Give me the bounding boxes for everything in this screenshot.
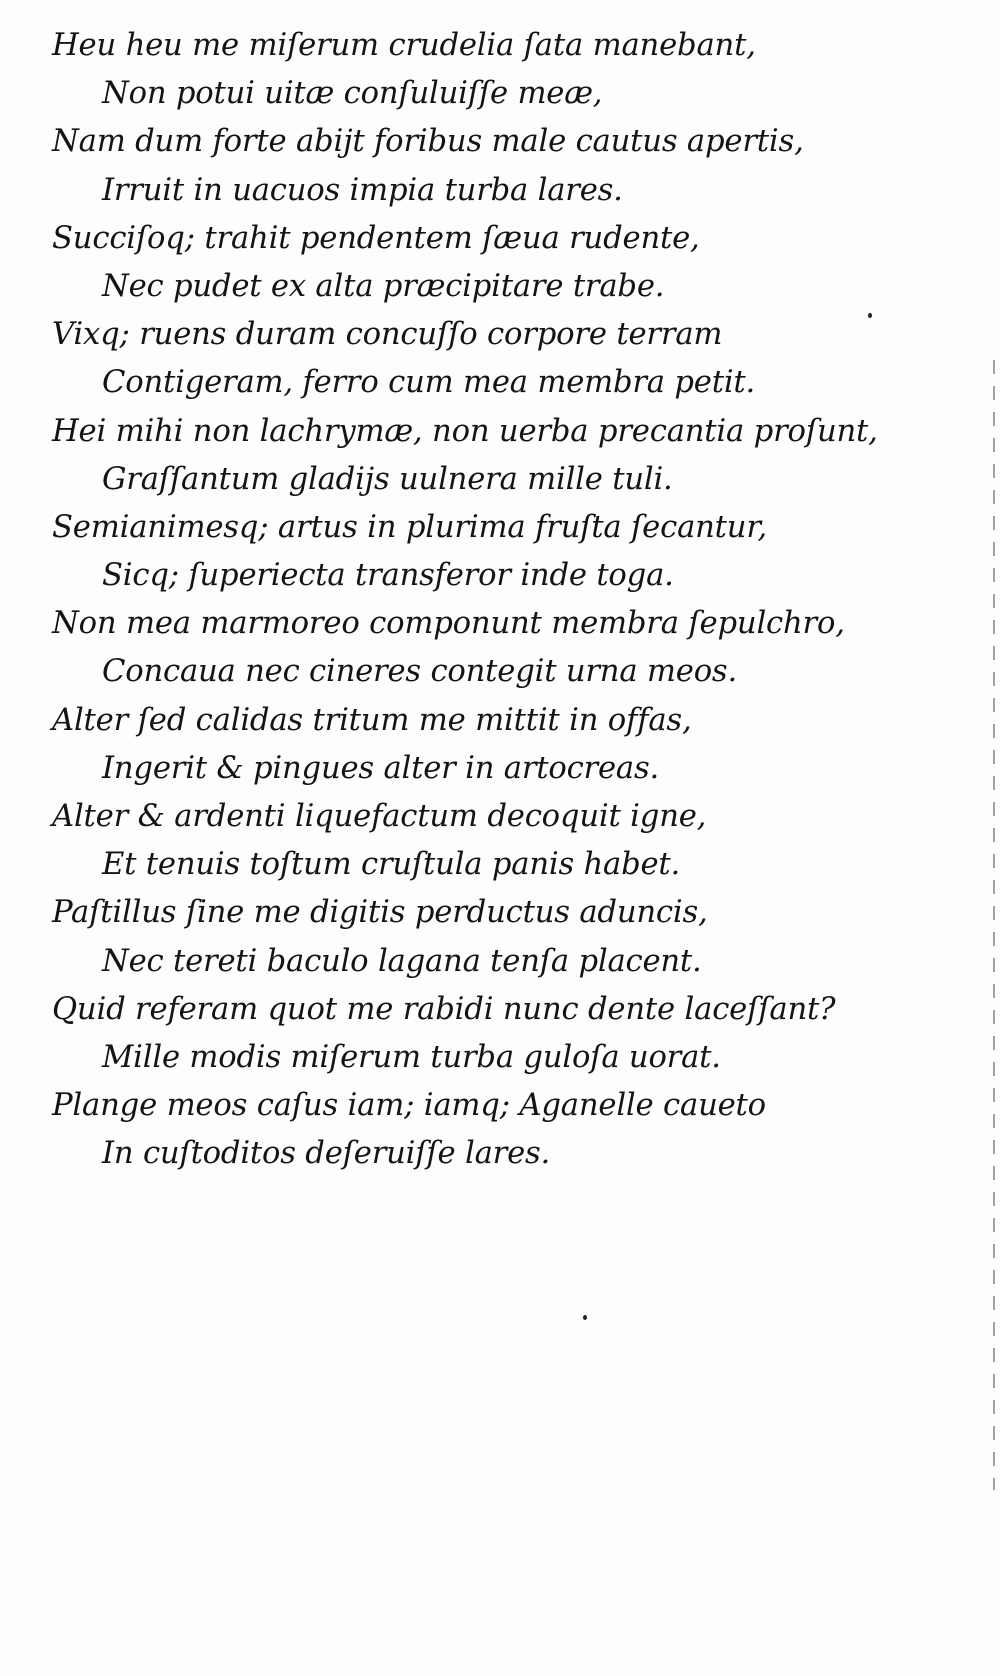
poem-line-3: Nam dum forte abijt foribus male cautus apertis, <box>52 124 804 160</box>
poem-line-12: Sicq; ſuperiecta transferor inde toga. <box>102 558 674 594</box>
poem-line-6: Nec pudet ex alta præcipitare trabe. <box>102 268 665 304</box>
poem-line-20: Nec tereti baculo lagana tenſa placent. <box>102 943 702 979</box>
poem-line-8: Contigeram, ferro cum mea membra petit. <box>102 365 756 401</box>
poem-line-4: Irruit in uacuos impia turba lares. <box>102 172 623 208</box>
poem-line-7: Vixq; ruens duram concuſſo corpore terram <box>52 317 723 353</box>
poem-line-15: Alter ſed calidas tritum me mittit in offas, <box>52 702 692 738</box>
poem-line-14: Concaua nec cineres contegit urna meos. <box>102 654 737 690</box>
poem-line-9: Hei mihi non lachrymæ, non uerba precantia proſunt, <box>52 413 878 449</box>
page-edge-rule <box>993 360 995 1490</box>
poem-line-17: Alter & ardenti liquefactum decoquit igne, <box>52 799 707 834</box>
poem-line-18: Et tenuis toſtum cruſtula panis habet. <box>102 847 681 883</box>
poem-line-19: Paſtillus ſine me digitis perductus aduncis, <box>52 895 708 931</box>
poem-line-10: Graſſantum gladijs uulnera mille tuli. <box>102 461 673 497</box>
poem-line-11: Semianimesq; artus in plurima fruſta ſecantur, <box>52 509 767 545</box>
poem-line-1: Heu heu me miſerum crudelia ſata manebant, <box>52 28 756 63</box>
poem-line-16: Ingerit & pingues alter in artocreas. <box>102 750 660 786</box>
poem-line-13: Non mea marmoreo componunt membra ſepulchro, <box>52 606 845 642</box>
poem-line-5: Succiſoq; trahit pendentem ſæua rudente, <box>52 220 700 256</box>
poem-line-22: Mille modis miſerum turba guloſa uorat. <box>102 1039 721 1075</box>
poem-line-21: Quid referam quot me rabidi nunc dente laceſſant? <box>52 991 836 1027</box>
poem-text-block <box>52 22 952 1179</box>
poem-line-23: Plange meos caſus iam; iamq; Aganelle caueto <box>52 1088 766 1124</box>
poem-line-2: Non potui uitæ conſuluiſſe meæ, <box>102 76 603 112</box>
poem-line-24: In cuſtoditos deſeruiſſe lares. <box>102 1136 551 1172</box>
ink-speck <box>583 1315 587 1320</box>
ink-speck <box>868 313 872 318</box>
